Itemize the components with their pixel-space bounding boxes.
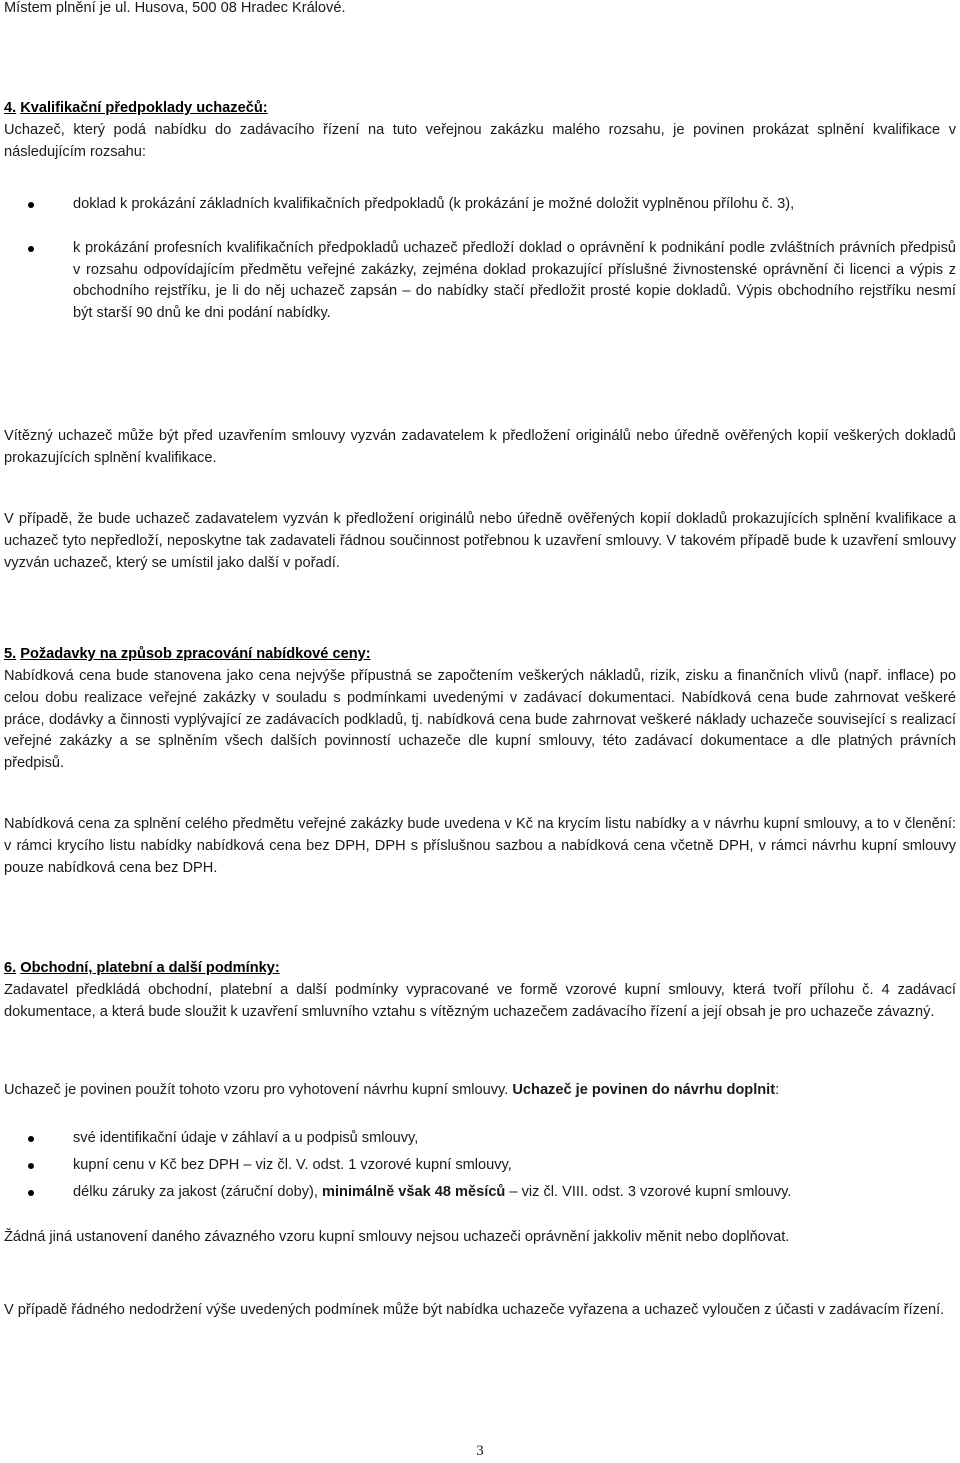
section4-heading xyxy=(4,98,268,120)
section6-paragraph3: Žádná jiná ustanovení daného závazného vzoru kupní smlouvy nejsou uchazeči oprávnění jakkoliv měnit nebo doplňovat. xyxy=(4,1229,790,1245)
section6-paragraph4: V případě řádného nedodržení výše uvedených podmínek může být nabídka uchazeče vyřazena a uchazeč vyloučen z účasti v zadávacím řízení. xyxy=(4,1302,945,1318)
intro-line: Místem plnění je ul. Husova, 500 08 Hradec Králové. xyxy=(4,0,346,16)
section4-title: Kvalifikační předpoklady uchazečů: xyxy=(20,100,268,116)
section6-paragraph1: Zadavatel předkládá obchodní, platební a další podmínky vypracované ve formě vzorové kupní smlouvy, která tvoří přílohu č. 4 zadávací dokumentace, a která bude sloužit k uzavření smluvního vztahu s vítězným uchazečem zadávacího řízení a její obsah je pro uchazeče závazný. xyxy=(4,982,956,1020)
section6-paragraph2-tail: : xyxy=(775,1082,780,1098)
section5-paragraph2: Nabídková cena za splnění celého předmětu veřejné zakázky bude uvedena v Kč na krycím listu nabídky a v návrhu kupní smlouvy, a to v členění: v rámci krycího listu nabídky nabídková cena bez DPH, DPH s příslušnou sazbou a nabídková cena včetně DPH, v rámci návrhu kupní smlouvy pouze nabídková cena bez DPH. xyxy=(4,816,956,876)
section6-bullet-list xyxy=(4,1128,956,1203)
section6-bullet3-bold: minimálně však 48 měsíců xyxy=(322,1183,506,1200)
section6-bullet3-lead: délku záruky za jakost (záruční doby), xyxy=(73,1183,323,1200)
section6-bullet3-tail: – viz čl. VIII. odst. 3 vzorové kupní smlouvy. xyxy=(505,1183,792,1200)
section4-paragraph1: Uchazeč, který podá nabídku do zadávacího řízení na tuto veřejnou zakázku malého rozsahu, je povinen prokázat splnění kvalifikace v následujícím rozsahu: xyxy=(4,122,956,160)
section6-heading xyxy=(4,958,280,980)
section5-heading xyxy=(4,644,371,666)
section5-number: 5. xyxy=(4,646,17,662)
section6-paragraph2 xyxy=(4,1080,956,1102)
section6-title: Obchodní, platební a další podmínky: xyxy=(20,960,280,976)
section6-bullet-item: kupní cenu v Kč bez DPH – viz čl. V. odst. 1 vzorové kupní smlouvy, xyxy=(4,1155,956,1177)
section4-bullet-list xyxy=(4,194,956,325)
section4-bullet-item: k prokázání profesních kvalifikačních předpokladů uchazeč předloží doklad o oprávnění k podnikání podle zvláštních právních předpisů v rozsahu odpovídajícím předmětu veřejné zakázky, zejména doklad prokazující příslušné živnostenské oprávnění či licenci a výpis z obchodního rejstříku, je li do něj uchazeč zapsán – do nabídky stačí předložit prosté kopie dokladů. Výpis obchodního rejstříku nesmí být starší 90 dnů ke dni podání nabídky. xyxy=(4,238,956,325)
section5-paragraph1: Nabídková cena bude stanovena jako cena nejvýše přípustná se započtením veškerých nákladů, rizik, zisku a finančních vlivů (např. inflace) po celou dobu realizace veřejné zakázky v souladu s podmínkami uvedenými v zadávací dokumentaci. Nabídková cena bude zahrnovat veškeré práce, dodávky a činnosti vyplývající ze zadávacích podkladů, tj. nabídková cena bude zahrnovat veškeré náklady uchazeče související s realizací veřejné zakázky a se splněním všech dalších povinností uchazeče dle kupní smlouvy, této zadávací dokumentace a dle platných právních předpisů. xyxy=(4,668,956,772)
section6-paragraph2-lead: Uchazeč je povinen použít tohoto vzoru pro vyhotovení návrhu kupní smlouvy. xyxy=(4,1082,513,1098)
section5-title: Požadavky na způsob zpracování nabídkové ceny: xyxy=(20,646,371,662)
section4-number: 4. xyxy=(4,100,17,116)
section6-bullet-item xyxy=(4,1182,956,1204)
section4-paragraph2: Vítězný uchazeč může být před uzavřením smlouvy vyzván zadavatelem k předložení originálů nebo úředně ověřených kopií veškerých dokladů prokazujících splnění kvalifikace. xyxy=(4,428,956,466)
page-number: 3 xyxy=(476,1443,484,1459)
section6-bullet-item: své identifikační údaje v záhlaví a u podpisů smlouvy, xyxy=(4,1128,956,1150)
section6-number: 6. xyxy=(4,960,17,976)
section6-paragraph2-bold: Uchazeč je povinen do návrhu doplnit xyxy=(512,1082,776,1098)
section4-bullet-item: doklad k prokázání základních kvalifikačních předpokladů (k prokázání je možné doložit vyplněnou přílohu č. 3), xyxy=(4,194,956,216)
section4-paragraph3: V případě, že bude uchazeč zadavatelem vyzván k předložení originálů nebo úředně ověřených kopií dokladů prokazujících splnění kvalifikace a uchazeč tyto nepředloží, neposkytne tak zadavateli řádnou součinnost potřebnou k uzavření smlouvy. V takovém případě bude k uzavření smlouvy vyzván uchazeč, který se umístil jako další v pořadí. xyxy=(4,511,956,571)
